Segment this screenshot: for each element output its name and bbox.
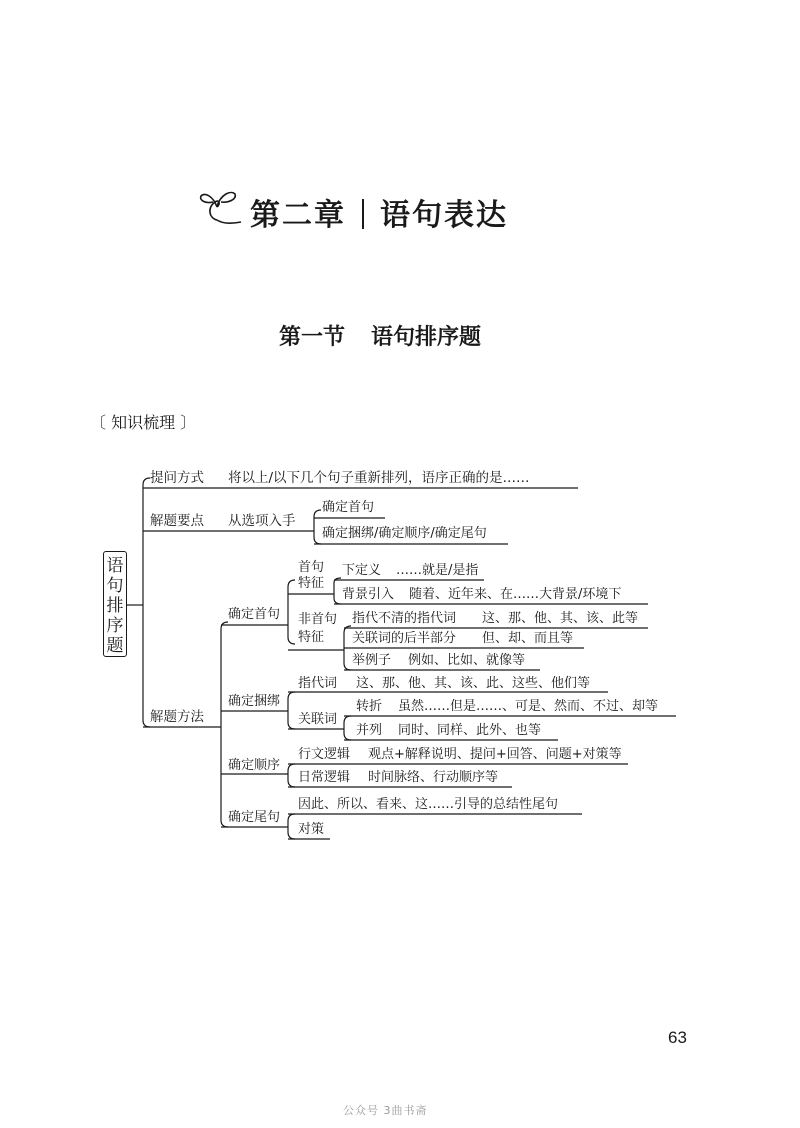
chapter-number: 第二章 [250, 198, 346, 233]
ending-text: 因此、所以、看来、这……引导的总结性尾句 [298, 797, 559, 812]
daily-text: 时间脉络、行动顺序等 [368, 770, 499, 785]
key-sub-others: 确定捆绑/确定顺序/确定尾句 [322, 526, 487, 541]
order-label: 确定顺序 [228, 758, 281, 773]
binding-pronoun-text: 这、那、他、其、该、此、这些、他们等 [356, 676, 591, 691]
section-name: 语句排序题 [371, 325, 482, 350]
example-label: 举例子 [352, 653, 392, 668]
feature-label-1: 首句 [298, 560, 325, 575]
first-sentence-label: 确定首句 [228, 607, 281, 622]
definition-text: ……就是/是指 [396, 563, 479, 578]
ask-label: 提问方式 [150, 470, 204, 486]
nonfeature-label-1: 非首句 [298, 612, 338, 627]
conjunction-tail-label: 关联词的后半部分 [352, 631, 457, 646]
knowledge-heading: 〔 知识梳理 〕 [90, 413, 197, 432]
ending-label: 确定尾句 [228, 810, 281, 825]
unclear-pronoun-text: 这、那、他、其、该、此等 [482, 611, 639, 626]
nonfeature-label-2: 特征 [298, 630, 325, 645]
feature-label-2: 特征 [298, 576, 325, 591]
page-number: 63 [668, 1028, 687, 1047]
daily-label: 日常逻辑 [298, 770, 351, 785]
conjunction-tail-text: 但、却、而且等 [482, 631, 574, 646]
background-text: 随着、近年来、在……大背景/环境下 [409, 587, 622, 602]
unclear-pronoun-label: 指代不清的指代词 [352, 611, 457, 626]
binding-conj-label: 关联词 [298, 712, 338, 727]
parallel-label: 并列 [356, 723, 383, 738]
binding-label: 确定捆绑 [228, 694, 281, 709]
turn-label: 转折 [356, 699, 383, 714]
background-label: 背景引入 [342, 587, 395, 602]
definition-label: 下定义 [342, 563, 382, 578]
method-label: 解题方法 [150, 709, 204, 725]
logic-label: 行文逻辑 [298, 747, 351, 762]
key-sub-first: 确定首句 [322, 500, 375, 515]
logic-text: 观点+解释说明、提问+回答、问题+对策等 [368, 747, 622, 762]
example-text: 例如、比如、就像等 [408, 653, 526, 668]
parallel-text: 同时、同样、此外、也等 [398, 723, 542, 738]
section-number: 第一节 [279, 325, 346, 350]
ending-strategy: 对策 [298, 822, 325, 837]
watermark: 公众号 3曲书斋 [343, 1104, 428, 1117]
mindmap-root: 语 句 排 序 题 [103, 551, 127, 657]
ask-text: 将以上/以下几个句子重新排列，语序正确的是…… [228, 470, 530, 486]
chapter-subtitle: 语句表达 [380, 198, 508, 233]
turn-text: 虽然……但是……、可是、然而、不过、却等 [398, 699, 659, 714]
key-label: 解题要点 [150, 513, 204, 529]
key-text: 从选项入手 [228, 513, 296, 529]
binding-pronoun-label: 指代词 [298, 676, 338, 691]
